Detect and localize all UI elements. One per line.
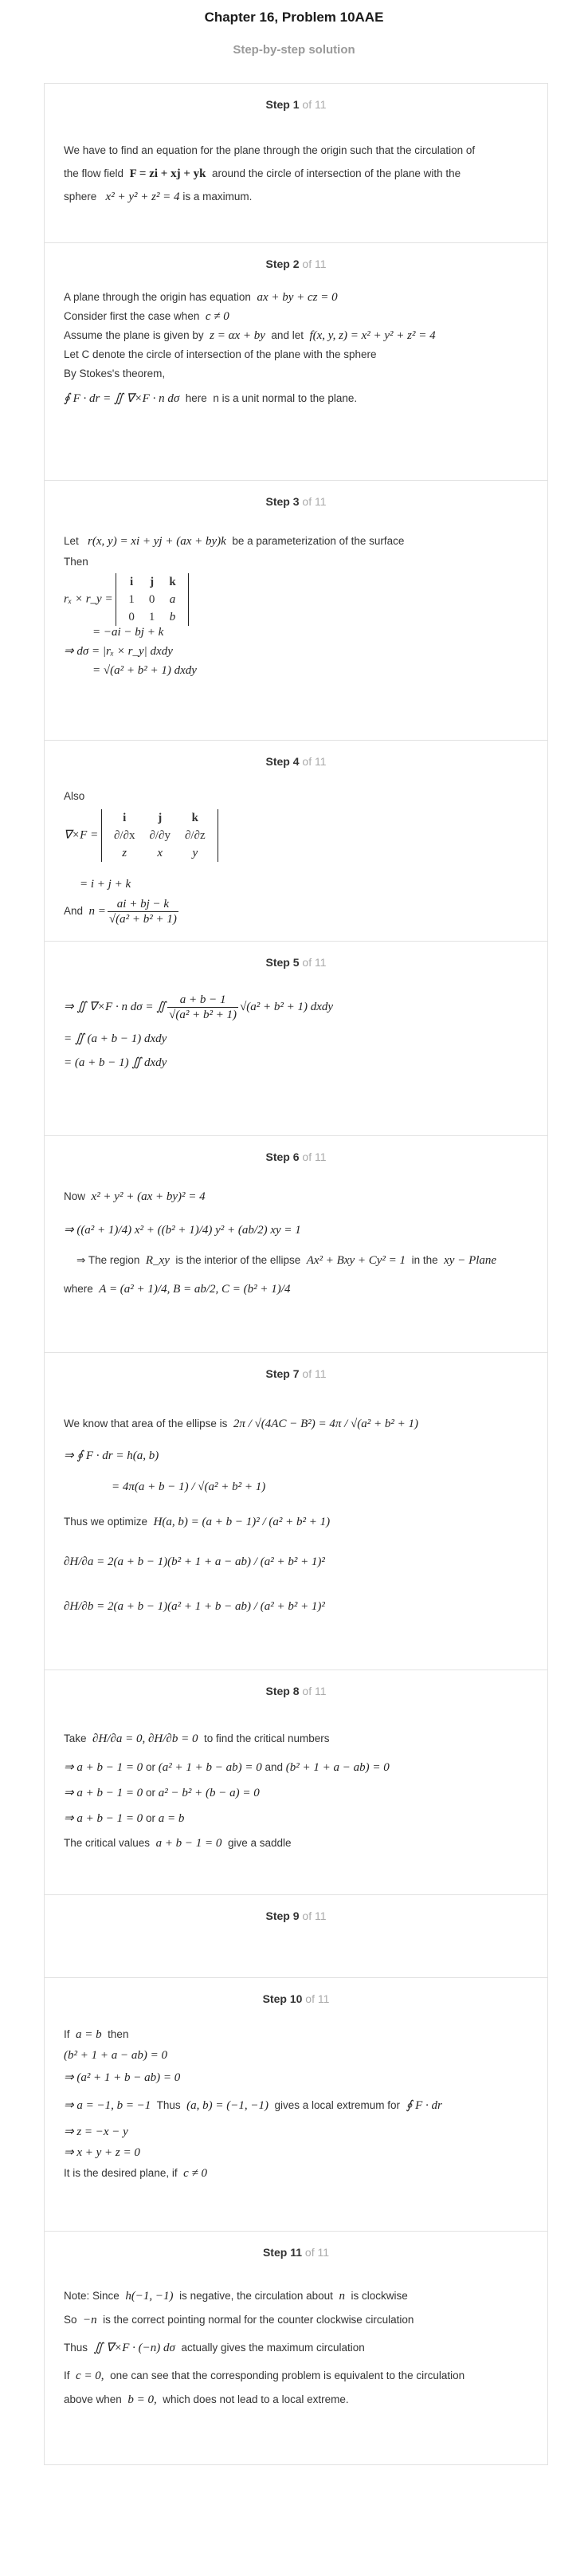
step-line: ⇒ (a² + 1 + b − ab) = 0 xyxy=(64,2071,181,2084)
step-line: ∮ F · dr = ∬ ∇×F · n dσ here n is a unit normal to the plane. xyxy=(64,392,358,405)
step-7-body xyxy=(45,1382,547,1629)
step-11 xyxy=(45,2232,547,2464)
step-4-body xyxy=(45,769,547,932)
flux-fraction: $\frac{a + b - 1}{\text{√(a² + b² + 1)}}$ xyxy=(169,993,237,1021)
step-line: rₓ × r_y = i j k 1 0 a 0 1 b xyxy=(64,573,528,624)
step-7 xyxy=(45,1353,547,1670)
step-11-header: Step 11 of 11 xyxy=(262,2246,330,2259)
step-line: ⇒ The region R_xy is the interior of the ellipse Ax² + Bxy + Cy² = 1 in the xy − Plane xyxy=(76,1254,497,1267)
step-8-body xyxy=(45,1699,547,1855)
step-10-body xyxy=(45,2007,547,2184)
step-line: Let C denote the circle of intersection of the plane with the sphere xyxy=(64,348,377,360)
step-line: ⇒ ((a² + 1)/4) x² + ((b² + 1)/4) y² + (ab/2) xy = 1 xyxy=(64,1224,301,1237)
step-5-header: Step 5 of 11 xyxy=(265,956,327,969)
step-4-header: Step 4 of 11 xyxy=(265,755,327,768)
step-5 xyxy=(45,942,547,1136)
step-line: ⇒ z = −x − y xyxy=(64,2126,128,2138)
step-line: ∂H/∂b = 2(a + b − 1)(a² + 1 + b − ab) / (a² + b² + 1)² xyxy=(64,1600,325,1613)
step-line: So −n is the correct pointing normal for the counter clockwise circulation xyxy=(64,2314,414,2326)
step-11-body xyxy=(45,2260,547,2412)
step-line: = (a + b − 1) ∬ dxdy xyxy=(64,1056,167,1069)
step-line: Thus we optimize H(a, b) = (a + b − 1)² / (a² + b² + 1) xyxy=(64,1516,331,1528)
step-line: Assume the plane is given by z = αx + by and let f(x, y, z) = x² + y² + z² = 4 xyxy=(64,329,436,342)
curl-matrix: i j k ∂/∂x ∂/∂y ∂/∂z z x y xyxy=(101,809,218,862)
step-9-header: Step 9 of 11 xyxy=(265,1909,327,1922)
step-line: above when b = 0, which does not lead to a local extreme. xyxy=(64,2393,349,2406)
step-line: ⇒ a = −1, b = −1 Thus (a, b) = (−1, −1) gives a local extremum for ∮ F · dr xyxy=(64,2099,442,2112)
step-line: ⇒ ∬ ∇×F · n dσ = ∬ $\frac{a + b - 1}{\text{√(a² + b² + 1)}}$ √(a² + b² + 1) dxdy xyxy=(64,993,334,1021)
step-line: = 4π(a + b − 1) / √(a² + b² + 1) xyxy=(112,1481,266,1493)
step-line: Then xyxy=(64,556,88,568)
step-line: ⇒ a + b − 1 = 0 or a² − b² + (b − a) = 0 xyxy=(64,1787,260,1799)
step-2 xyxy=(45,243,547,481)
step-line: (b² + 1 + a − ab) = 0 xyxy=(64,2049,167,2062)
step-1 xyxy=(45,84,547,243)
step-line: By Stokes's theorem, xyxy=(64,368,166,380)
step-line: ⇒ x + y + z = 0 xyxy=(64,2146,140,2159)
step-line: = √(a² + b² + 1) dxdy xyxy=(92,664,197,677)
step-1-body xyxy=(45,112,547,205)
step-line: Now x² + y² + (ax + by)² = 4 xyxy=(64,1190,206,1203)
step-line: ∇×F = i j k ∂/∂x ∂/∂y ∂/∂z z x y xyxy=(64,809,528,876)
step-line: ∂H/∂a = 2(a + b − 1)(b² + 1 + a − ab) / (a² + b² + 1)² xyxy=(64,1555,325,1568)
normal-fraction: $\frac{ai + bj - k}{\text{√(a² + b² + 1)}}$ xyxy=(108,898,177,926)
step-10 xyxy=(45,1978,547,2232)
step-line: = ∬ (a + b − 1) dxdy xyxy=(64,1032,167,1045)
step-line: The critical values a + b − 1 = 0 give a saddle xyxy=(64,1837,292,1850)
step-line: Let r(x, y) = xi + yj + (ax + by)k be a parameterization of the surface xyxy=(64,535,405,548)
step-line: = i + j + k xyxy=(80,878,131,891)
step-9 xyxy=(45,1895,547,1978)
step-line: sphere x² + y² + z² = 4 is a maximum. xyxy=(64,191,253,203)
step-line: where A = (a² + 1)/4, B = ab/2, C = (b² + 1)/4 xyxy=(64,1283,291,1296)
step-6-body xyxy=(45,1165,547,1305)
step-line: It is the desired plane, if c ≠ 0 xyxy=(64,2167,207,2180)
step-5-body xyxy=(45,970,547,1079)
step-line: Thus ∬ ∇×F · (−n) dσ actually gives the maximum circulation xyxy=(64,2342,365,2354)
step-8-header: Step 8 of 11 xyxy=(265,1685,327,1697)
step-line: A plane through the origin has equation ax + by + cz = 0 xyxy=(64,291,338,304)
page-subtitle: Step-by-step solution xyxy=(233,43,355,57)
step-2-header: Step 2 of 11 xyxy=(265,258,327,270)
cross-product-matrix: i j k 1 0 a 0 1 b xyxy=(116,573,188,626)
step-10-header: Step 10 of 11 xyxy=(262,1992,330,2005)
step-2-body xyxy=(45,272,547,412)
step-line: the flow field F = zi + xj + yk around the circle of intersection of the plane with the xyxy=(64,167,461,180)
step-line: ⇒ a + b − 1 = 0 or (a² + 1 + b − ab) = 0 and (b² + 1 + a − ab) = 0 xyxy=(64,1761,390,1774)
step-line: If c = 0, one can see that the corresponding problem is equivalent to the circulation xyxy=(64,2370,465,2382)
step-6-header: Step 6 of 11 xyxy=(265,1150,327,1163)
page-title: Chapter 16, Problem 10AAE xyxy=(204,10,384,25)
step-line: Note: Since h(−1, −1) is negative, the circulation about n is clockwise xyxy=(64,2290,408,2303)
step-line: Consider first the case when c ≠ 0 xyxy=(64,310,229,323)
step-6 xyxy=(45,1136,547,1353)
step-line: If a = b then xyxy=(64,2028,129,2041)
step-line: ⇒ a + b − 1 = 0 or a = b xyxy=(64,1812,185,1825)
step-line: We know that area of the ellipse is 2π / √(4AC − B²) = 4π / √(a² + b² + 1) xyxy=(64,1418,419,1430)
step-3 xyxy=(45,481,547,741)
step-4 xyxy=(45,741,547,942)
step-line: = −ai − bj + k xyxy=(92,626,164,639)
step-line: ⇒ dσ = |rₓ × r_y| dxdy xyxy=(64,645,173,658)
step-1-header: Step 1 of 11 xyxy=(265,98,327,111)
steps-list xyxy=(44,83,548,2465)
step-3-body xyxy=(45,509,547,682)
step-line: And n = $\frac{ai + bj - k}{\text{√(a² + b² + 1)}}$ xyxy=(64,898,177,926)
step-line: ⇒ ∮ F · dr = h(a, b) xyxy=(64,1449,159,1462)
step-line: We have to find an equation for the plane through the origin such that the circulation of xyxy=(64,144,476,156)
step-7-header: Step 7 of 11 xyxy=(265,1367,327,1380)
step-3-header: Step 3 of 11 xyxy=(265,495,327,508)
step-line: Take ∂H/∂a = 0, ∂H/∂b = 0 to find the critical numbers xyxy=(64,1732,330,1745)
step-8 xyxy=(45,1670,547,1895)
step-line: Also xyxy=(64,790,85,802)
